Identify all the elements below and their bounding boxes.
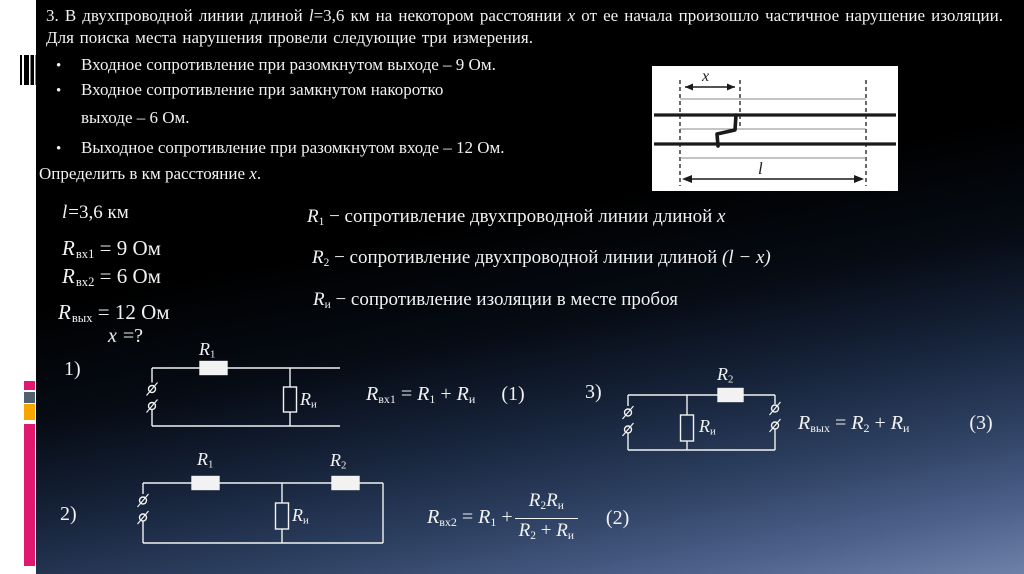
bullet-icon: • xyxy=(56,83,62,99)
sub-1: 1 xyxy=(208,458,214,471)
var-r: R xyxy=(518,519,531,541)
c1-ri-label xyxy=(300,389,317,411)
figure-x-label: x xyxy=(702,68,710,85)
var-x: x xyxy=(108,325,118,347)
var-r: R xyxy=(313,289,325,310)
fraction-denominator xyxy=(515,518,578,548)
circuit-3-schematic xyxy=(614,358,786,458)
sub-i: и xyxy=(468,392,476,406)
c3-ri-label xyxy=(699,416,716,438)
definition-ri-text: − сопротивление изоляции в месте пробоя xyxy=(335,289,678,310)
var-l: l xyxy=(62,202,69,223)
bullet-2-text: Входное сопротивление при замкнутом накоротко xyxy=(81,80,444,99)
insulation-fault-mark xyxy=(717,115,736,146)
equation-2-lhs xyxy=(427,506,513,530)
c2-r2-label xyxy=(330,450,346,472)
sub-vyx: вых xyxy=(810,421,830,435)
sub-i: и xyxy=(311,398,317,411)
accent-square-magenta xyxy=(24,381,35,390)
var-r: R xyxy=(197,449,208,469)
var-x: x xyxy=(717,206,726,227)
given-rvyx-value: = 12 Ом xyxy=(97,300,170,324)
bullet-2-cont-text: выходе – 6 Ом. xyxy=(81,108,190,127)
circuit-2-schematic xyxy=(137,446,397,562)
var-r: R xyxy=(417,383,430,405)
sub-i: и xyxy=(557,499,564,512)
sub-2: 2 xyxy=(728,373,734,386)
sub-i: и xyxy=(567,529,574,542)
accent-square-slate xyxy=(24,392,35,403)
var-r: R xyxy=(330,450,341,470)
line-fault-figure xyxy=(652,66,898,191)
sub-2: 2 xyxy=(341,459,347,472)
var-r: R xyxy=(292,505,303,525)
definition-r2-text: − сопротивление двухпроводной линии длиной xyxy=(334,247,718,268)
c2-resistor-r2 xyxy=(332,477,359,490)
c3-resistor-r2 xyxy=(718,389,743,402)
var-r: R xyxy=(300,389,311,409)
sub-2: 2 xyxy=(540,499,547,512)
bullet-1-text: Входное сопротивление при разомкнутом выходе – 9 Ом. xyxy=(81,55,496,74)
equals-sign: = xyxy=(461,506,474,529)
var-r: R xyxy=(427,506,440,529)
sub-2: 2 xyxy=(323,256,330,269)
given-length-value: =3,6 км xyxy=(68,202,129,223)
var-r: R xyxy=(528,490,541,511)
c2-resistor-r1 xyxy=(192,477,219,490)
sub-vx2: вх2 xyxy=(75,275,95,290)
given-rvx2-value: = 6 Ом xyxy=(99,264,161,288)
closing-question xyxy=(39,164,261,184)
var-r: R xyxy=(556,519,568,541)
sub-vx1: вх1 xyxy=(378,392,396,406)
closing-dot: . xyxy=(256,164,262,183)
definition-r1-text: − сопротивление двухпроводной линии длиной xyxy=(329,206,713,227)
equals-sign: = xyxy=(834,412,847,434)
equation-1-number: (1) xyxy=(501,383,525,405)
sub-i: и xyxy=(902,421,910,435)
var-x: x xyxy=(249,164,257,183)
var-r: R xyxy=(199,339,210,359)
x-question: =? xyxy=(117,325,144,347)
figure-l-label: l xyxy=(758,159,763,178)
plus-sign: + xyxy=(874,412,886,434)
var-r: R xyxy=(717,364,728,384)
sub-vyx: вых xyxy=(71,311,93,326)
sub-2: 2 xyxy=(863,421,870,435)
bullet-icon: • xyxy=(56,58,62,74)
problem-statement xyxy=(46,5,1003,49)
sub-1: 1 xyxy=(210,348,216,361)
var-r: R xyxy=(307,206,319,227)
c3-resistor-ri xyxy=(681,415,694,441)
circuit-1-label: 1) xyxy=(64,358,81,380)
accent-square-amber xyxy=(24,404,35,420)
problem-text-2: =3,6 км на некотором расстоянии xyxy=(313,6,568,25)
equation-2 xyxy=(427,489,629,548)
equation-2-number: (2) xyxy=(605,506,630,529)
fraction-numerator xyxy=(525,489,568,518)
plus-sign: + xyxy=(540,519,552,541)
var-r: R xyxy=(366,383,379,405)
sub-1: 1 xyxy=(318,215,325,228)
equation-3-number: (3) xyxy=(969,412,993,434)
var-l: l xyxy=(308,6,314,25)
plus-sign: + xyxy=(440,383,452,405)
given-rvyx xyxy=(58,300,170,326)
bullet-item-1 xyxy=(56,55,496,76)
sub-i: и xyxy=(710,425,716,438)
definition-ri xyxy=(313,289,678,311)
sub-i: и xyxy=(324,298,331,311)
sub-i: и xyxy=(303,514,309,527)
var-r: R xyxy=(62,236,76,260)
c3-r2-label xyxy=(717,364,733,386)
given-rvx1 xyxy=(62,236,161,262)
equals-sign: = xyxy=(400,383,413,405)
sub-vx2: вх2 xyxy=(439,515,457,530)
sub-vx1: вх1 xyxy=(75,247,95,262)
given-rvx1-value: = 9 Ом xyxy=(99,236,161,260)
circuit-3-label: 3) xyxy=(585,381,602,403)
definition-r1 xyxy=(307,206,725,228)
var-r: R xyxy=(798,412,811,434)
given-rvx2 xyxy=(62,264,161,290)
bullet-item-2 xyxy=(56,80,443,101)
var-r: R xyxy=(851,412,864,434)
bullet-3-text: Выходное сопротивление при разомкнутом входе – 12 Ом. xyxy=(81,138,505,157)
c2-r1-label xyxy=(197,449,213,471)
given-length xyxy=(62,202,129,224)
var-x: x xyxy=(567,6,576,25)
accent-bar-magenta xyxy=(24,424,35,566)
sub-1: 1 xyxy=(429,392,436,406)
plus-sign: + xyxy=(501,506,513,529)
c2-resistor-ri xyxy=(276,503,289,529)
definition-r2 xyxy=(312,247,771,269)
bullet-2-continuation xyxy=(81,108,190,128)
var-l-minus-x: (l − x) xyxy=(722,247,771,268)
var-r: R xyxy=(456,383,469,405)
circuit-1-schematic xyxy=(137,336,349,432)
c1-resistor-ri xyxy=(284,387,297,412)
var-r: R xyxy=(546,490,558,511)
bullet-item-3 xyxy=(56,138,505,159)
sub-2: 2 xyxy=(530,529,536,542)
problem-text-1: 3. В двухпроводной линии длиной xyxy=(46,6,309,25)
equation-1 xyxy=(366,383,525,407)
circuit-2-label: 2) xyxy=(60,503,77,525)
sub-1: 1 xyxy=(490,515,497,530)
barcode-icon xyxy=(20,55,37,85)
c2-ri-label xyxy=(292,505,309,527)
closing-text: Определить в км расстояние xyxy=(39,164,250,183)
var-r: R xyxy=(58,300,72,324)
c1-resistor-r1 xyxy=(200,362,227,375)
fraction xyxy=(515,489,578,548)
var-r: R xyxy=(478,506,491,529)
c1-r1-label xyxy=(199,339,215,361)
var-r: R xyxy=(699,416,710,436)
equation-3 xyxy=(798,412,993,436)
problem-text-3: от ее начала произошло частичное нарушение изоляции. Для поиска места нарушения провели следующие три измерения. xyxy=(46,6,1003,47)
var-r: R xyxy=(890,412,903,434)
bullet-icon: • xyxy=(56,141,62,157)
var-r: R xyxy=(62,264,76,288)
var-r: R xyxy=(312,247,324,268)
